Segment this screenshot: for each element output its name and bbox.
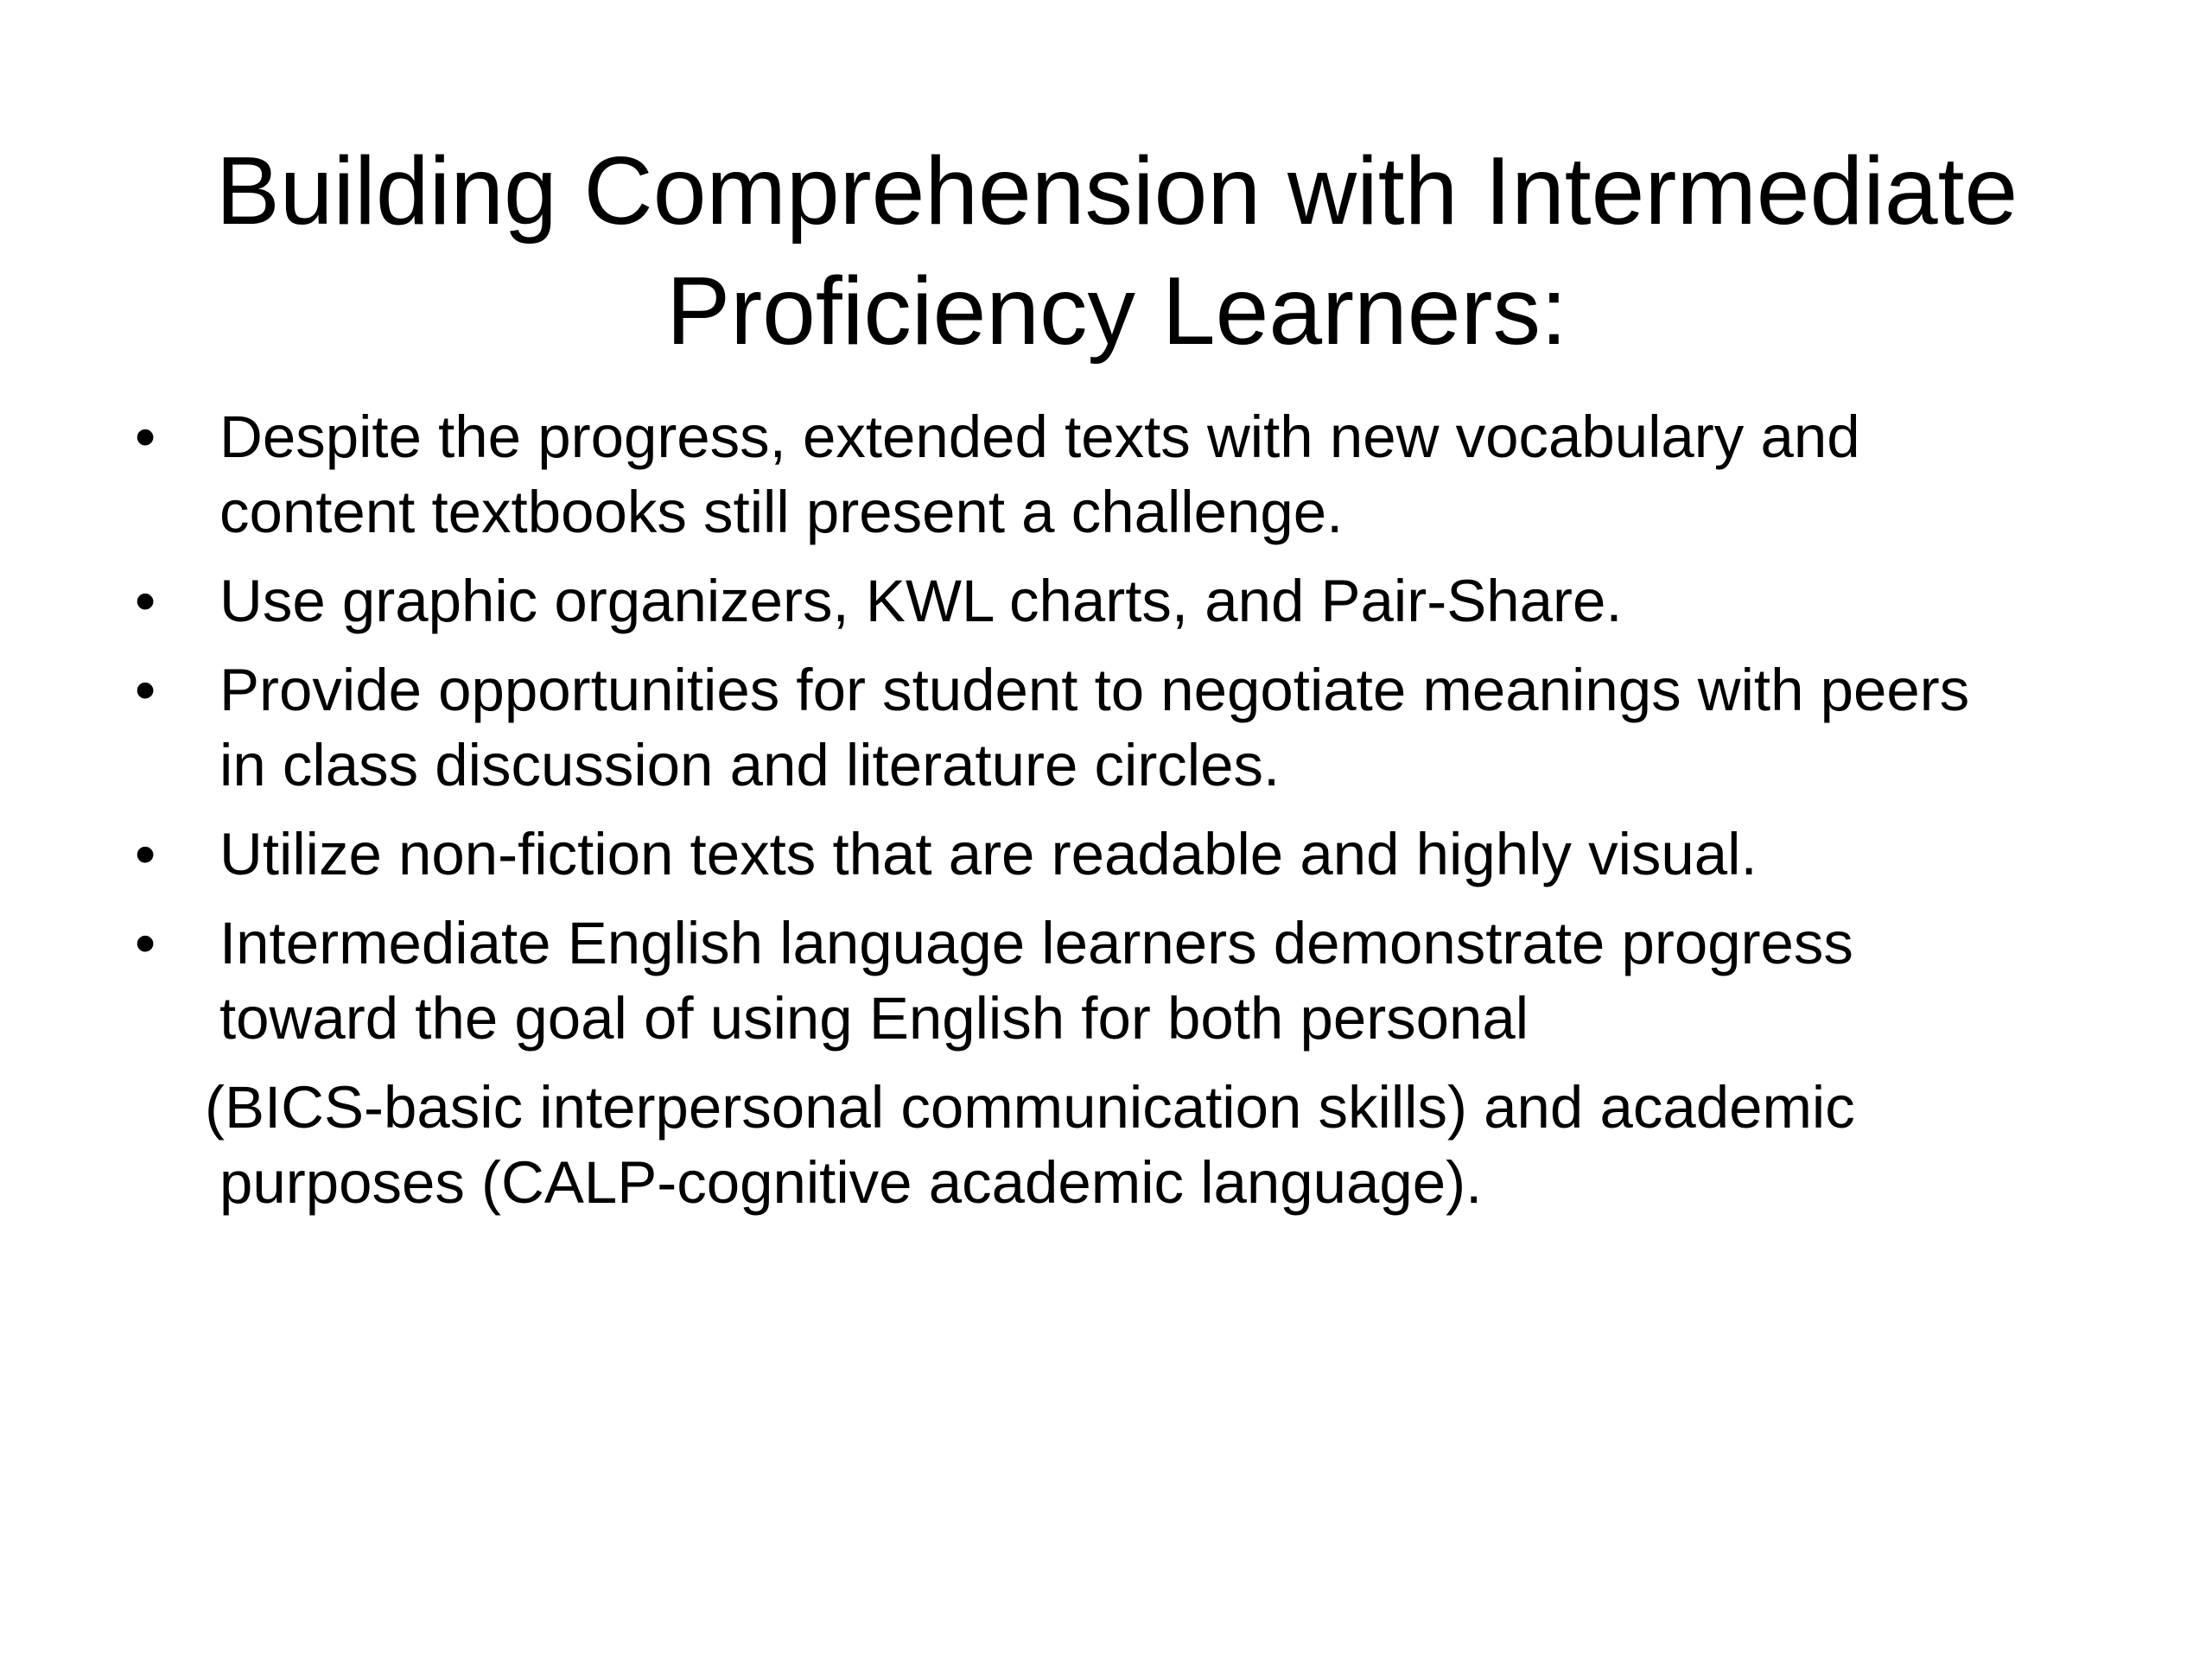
bullet-text-line: Provide opportunities for student to negotiate meanings with peers (219, 657, 1970, 723)
bullet-dot-icon: • (135, 821, 156, 887)
bullet-continuation (130, 1070, 2117, 1220)
slide-title-line: Building Comprehension with Intermediate (215, 137, 2018, 245)
continuation-text-line: purposes (CALP-cognitive academic language). (219, 1149, 1483, 1216)
slide-title-line: Proficiency Learners: (666, 257, 1567, 365)
bullet-dot-icon: • (135, 568, 156, 634)
bullet-item-non-fiction (130, 817, 2117, 892)
bullet-dot-icon: • (135, 657, 156, 723)
bullet-item-negotiate-meanings (130, 652, 2117, 803)
slide-title (130, 131, 2104, 372)
bullet-text-line: Intermediate English language learners demonstrate progress (219, 910, 1853, 976)
bullet-text-line: Despite the progress, extended texts with new vocabulary and (219, 404, 1860, 470)
bullet-dot-icon: • (135, 910, 156, 976)
bullet-list (130, 399, 2117, 1220)
bullet-item-organizers (130, 563, 2117, 639)
continuation-text-line: (BICS-basic interpersonal communication skills) and academic (205, 1074, 1855, 1141)
bullet-text-line: Utilize non-fiction texts that are readable and highly visual. (219, 821, 1758, 887)
bullet-item-challenge (130, 399, 2117, 550)
bullet-text-line: in class discussion and literature circles. (219, 732, 1281, 798)
bullet-text-line: Use graphic organizers, KWL charts, and Pair-Share. (219, 568, 1623, 634)
bullet-item-intermediate-learners (130, 906, 2117, 1056)
bullet-dot-icon: • (135, 404, 156, 470)
bullet-text-line: content textbooks still present a challenge. (219, 479, 1344, 545)
bullet-text-line: toward the goal of using English for both personal (219, 985, 1529, 1052)
